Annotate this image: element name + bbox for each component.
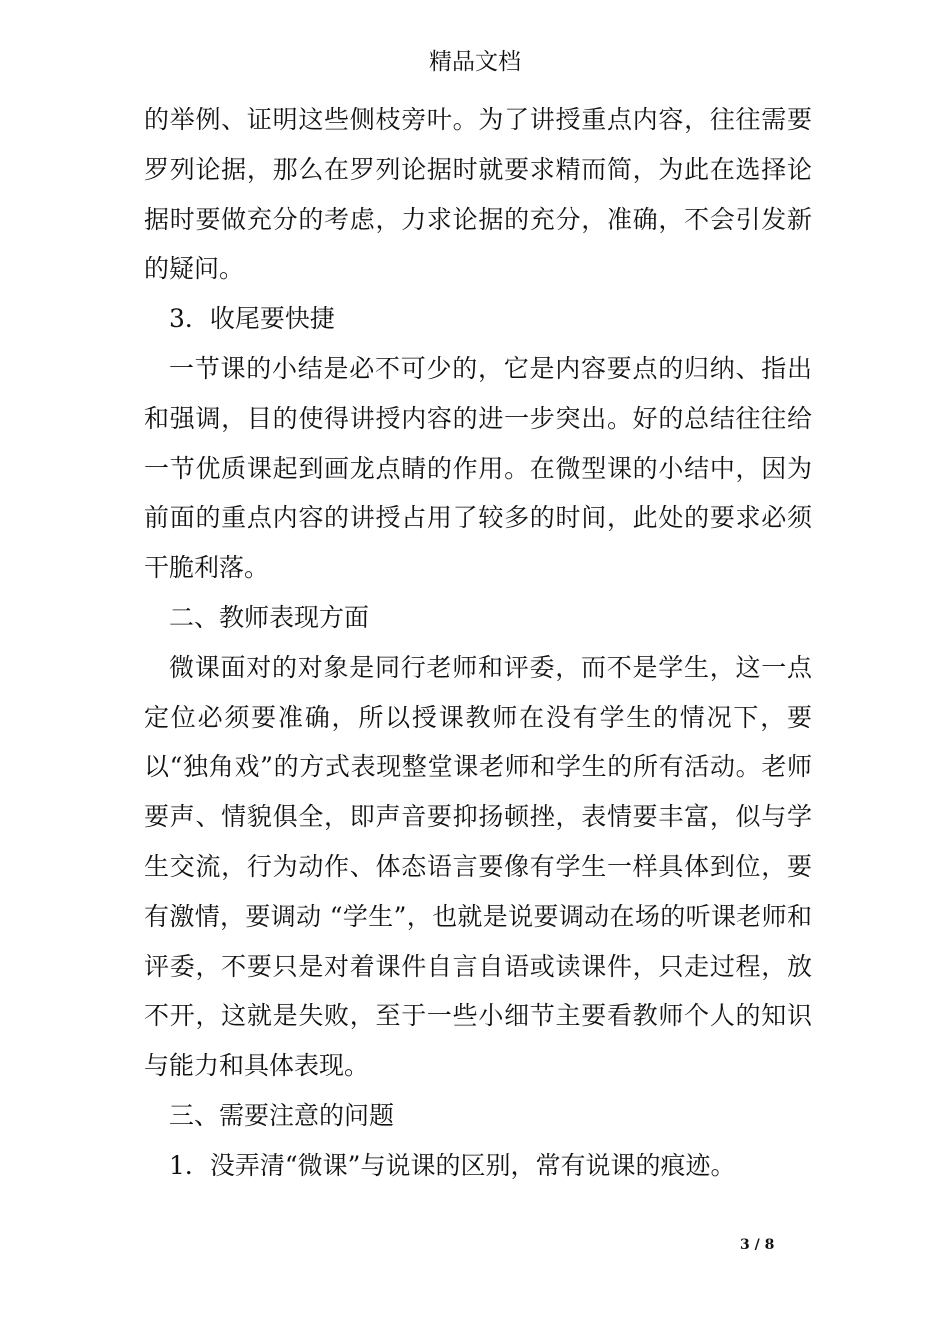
- page-header: [0, 46, 950, 78]
- heading-issues-to-note: 三、需要注意的问题: [169, 1100, 395, 1130]
- list-item-issue-1: 1．没弄清“微课”与说课的区别，常有说课的痕迹。: [169, 1150, 736, 1180]
- page-number: [740, 1236, 774, 1254]
- page-indicator: 3 / 8: [740, 1237, 775, 1253]
- paragraph-teacher-performance: 微课面对的对象是同行老师和评委，而不是学生，这一点定位必须要准确，所以授课教师在没有学生的情况下，要以“独角戏”的方式表现整堂课老师和学生的所有活动。老师要声、情貌俱全，即声音要抑扬顿挫，表情要丰富，似与学生交流，行为动作、体态语言要像有学生一样具体到位，要有激情，要调动 “学生”，也就是说要调动在场的听课老师和评委，不要只是对着课件自言自语或读课件，只走过程，放不开，这就是失败，至于一些小细节主要看教师个人的知识与能力和具体表现。: [144, 652, 812, 1081]
- document-title: 精品文档: [429, 49, 521, 75]
- paragraph-continuation: 的举例、证明这些侧枝旁叶。为了讲授重点内容，往往需要罗列论据，那么在罗列论据时就要求精而简，为此在选择论据时要做充分的考虑，力求论据的充分，准确，不会引发新的疑问。: [144, 105, 812, 284]
- subheading-ending-quick: 3．收尾要快捷: [169, 304, 335, 334]
- document-body: [144, 95, 812, 1191]
- heading-teacher-performance: 二、教师表现方面: [169, 602, 370, 632]
- paragraph-summary: 一节课的小结是必不可少的，它是内容要点的归纳、指出和强调，目的使得讲授内容的进一步突出。好的总结往往给一节优质课起到画龙点睛的作用。在微型课的小结中，因为前面的重点内容的讲授占用了较多的时间，此处的要求必须干脆利落。: [144, 353, 812, 583]
